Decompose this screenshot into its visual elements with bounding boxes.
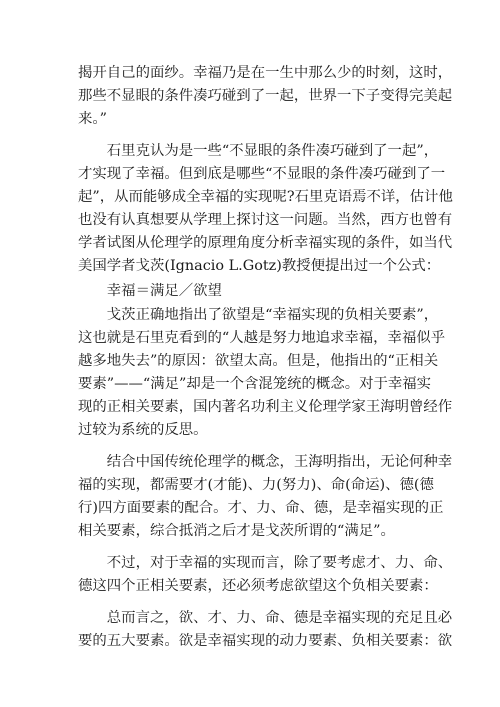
text-line: 总而言之，欲、才、力、命、德是幸福实现的充足且必	[78, 610, 453, 626]
text-line: 过较为系统的反思。	[78, 422, 208, 438]
text-line: 要素”——“满足”却是一个含混笼统的概念。对于幸福实	[78, 376, 432, 392]
text-line: 福的实现，都需要才(才能)、力(努力)、命(命运)、德(德	[78, 477, 434, 493]
text-line: 来。”	[78, 111, 107, 127]
text-line: 相关要素，综合抵消之后才是戈茨所谓的“满足”。	[78, 523, 395, 539]
text-line: 越多地失去”的原因：欲望太高。但是，他指出的“正相关	[78, 353, 439, 369]
text-line: 戈茨正确地指出了欲望是“幸福实现的负相关要素”，	[78, 307, 439, 323]
text-line: 那些不显眼的条件凑巧碰到了一起，世界一下子变得完美起	[78, 88, 453, 104]
formula-line: 幸福＝满足／欲望	[78, 283, 222, 299]
text-line: 学者试图从伦理学的原理角度分析幸福实现的条件，如当代	[78, 235, 453, 251]
text-line: 现的正相关要素，国内著名功利主义伦理学家王海明曾经作	[78, 399, 453, 415]
text-line: 这也就是石里克看到的“人越是努力地追求幸福，幸福似乎	[78, 330, 446, 346]
text-line: 也没有认真想要从学理上探讨这一问题。当然，西方也曾有	[78, 212, 453, 228]
text-line: 美国学者戈茨(Ignacio L.Gotz)教授便提出过一个公式：	[78, 258, 441, 274]
text-line: 起”，从而能够成全幸福的实现呢?石里克语焉不详，估计他	[78, 189, 453, 205]
text-line: 才实现了幸福。但到底是哪些“不显眼的条件凑巧碰到了一	[78, 166, 446, 182]
text-line: 要的五大要素。欲是幸福实现的动力要素、负相关要素：欲	[78, 633, 453, 649]
text-line: 不过，对于幸福的实现而言，除了要考虑才、力、命、	[78, 555, 453, 571]
text-line: 德这四个正相关要素，还必须考虑欲望这个负相关要素：	[78, 578, 438, 594]
text-line: 石里克认为是一些“不显眼的条件凑巧碰到了一起”，	[78, 143, 439, 159]
text-line: 揭开自己的面纱。幸福乃是在一生中那么少的时刻，这时，	[78, 65, 453, 81]
text-line: 行)四方面要素的配合。才、力、命、德，是幸福实现的正	[78, 500, 444, 516]
text-line: 结合中国传统伦理学的概念，王海明指出，无论何种幸	[78, 454, 453, 470]
